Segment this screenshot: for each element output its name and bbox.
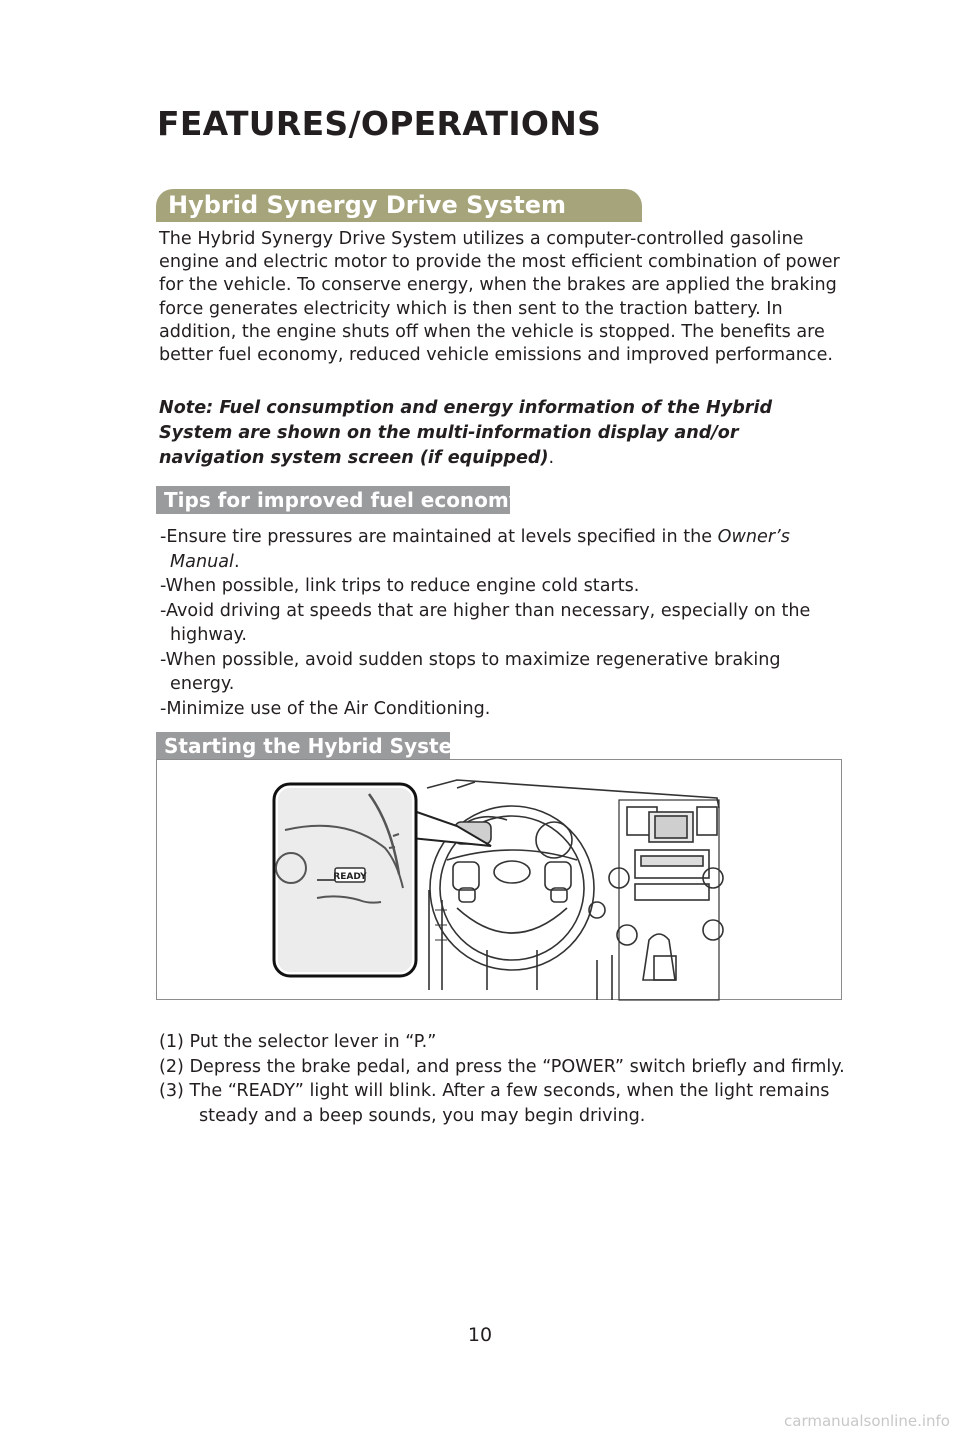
note-label: Note: [159,398,214,418]
tip-italic: Owner’s Manual [170,527,790,572]
tip-item [160,525,840,574]
hybrid-note [159,396,849,471]
tip-item [160,599,840,648]
tip-text: -Ensure tire pressures are maintained at levels specified in the [160,527,718,547]
tip-text: -Minimize use of the Air Conditioning. [160,698,491,719]
dashboard-illustration [156,759,842,1000]
hybrid-intro-paragraph: The Hybrid Synergy Drive System utilizes a computer-controlled gasoline engine and electric motor to provide the most efficient combination of power for the vehicle. To conserve energy, when the brakes are applied the braking force generates electricity which is then sent to the traction battery. In addition, the engine shuts off when the vehicle is stopped. The benefits are better fuel economy, reduced vehicle emissions and improved performance. [159,229,840,366]
dashboard-drawing [157,760,843,1001]
tip-item [160,574,840,599]
step-item: (1) Put the selector lever in “P.” [159,1032,437,1052]
ready-indicator-label: READY [333,872,367,882]
watermark-text: carmanualsonline.info [784,1412,950,1430]
page-number: 10 [467,1324,493,1346]
section-title-hybrid-synergy: Hybrid Synergy Drive System [156,189,642,222]
tip-text: -When possible, avoid sudden stops to maximize regenerative braking energy. [160,649,781,694]
step-item: (3) The “READY” light will blink. After a few seconds, when the light remains steady and a beep sounds, you may begin driving. [159,1081,830,1126]
section-title-starting: Starting the Hybrid System [156,732,450,760]
note-end: . [548,448,555,468]
tip-text: -When possible, link trips to reduce engine cold starts. [160,576,640,596]
fuel-tips-list [160,525,840,721]
section-title-fuel-tips: Tips for improved fuel economy [156,486,510,514]
tip-item [160,697,840,722]
tip-text: -Avoid driving at speeds that are higher than necessary, especially on the highway. [160,600,811,645]
tip-item [160,648,840,697]
starting-steps-list [159,1030,849,1128]
note-text: Fuel consumption and energy information of the Hybrid System are shown on the multi-information display and/or navigation system screen (if equipped) [159,398,773,468]
page-heading: FEATURES/OPERATIONS [157,104,602,143]
step-item: (2) Depress the brake pedal, and press the “POWER” switch briefly and firmly. [159,1056,845,1077]
tip-end: . [233,551,240,572]
